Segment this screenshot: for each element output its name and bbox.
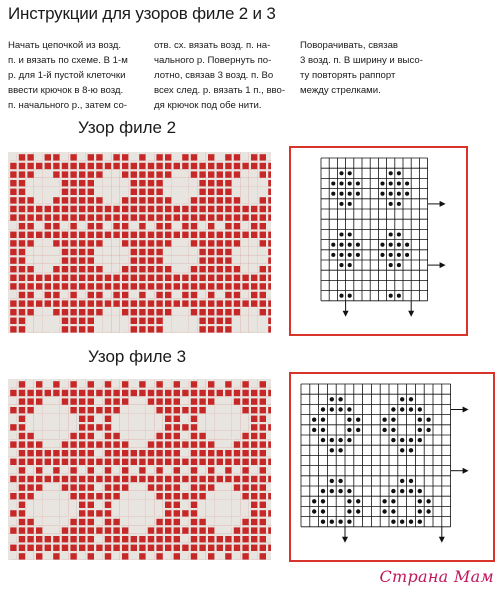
chart-grid (321, 158, 428, 301)
repeat-arrows (342, 407, 469, 543)
instruction-line: отв. сх. вязать возд. п. на- (154, 40, 271, 51)
instruction-line: лотно, связав 3 возд. п. Во (154, 70, 274, 81)
instruction-line: п. начального р., затем со- (8, 100, 127, 111)
instruction-line: ввести крючок в 8-ю возд. (8, 85, 124, 96)
page-title: Инструкции для узоров филе 2 и 3 (8, 4, 276, 23)
instruction-line: Поворачивать, связав (300, 40, 399, 51)
repeat-arrows (343, 201, 446, 317)
pattern-3-chart (289, 372, 495, 562)
instruction-line: между стрелками. (300, 85, 381, 96)
instruction-line: 3 возд. п. В ширину и высо- (300, 55, 423, 66)
instruction-line: Начать цепочкой из возд. (8, 40, 122, 51)
pattern-2-title: Узор филе 2 (78, 118, 177, 137)
pattern-2-chart (289, 146, 468, 336)
pattern-2-photo (8, 152, 271, 333)
instruction-line: р. для 1-й пустой клеточки (8, 70, 126, 81)
site-watermark: Страна Мам (379, 567, 494, 586)
instruction-line: ту повторять раппорт (300, 70, 396, 81)
pattern-3-title: Узор филе 3 (88, 347, 187, 366)
instruction-line: п. и вязать по схеме. В 1-м (8, 55, 128, 66)
chart-grid (301, 384, 451, 527)
instruction-column-2 (154, 38, 299, 113)
pattern-3-photo (8, 379, 271, 560)
instruction-column-1 (8, 38, 153, 113)
instruction-column-3 (300, 38, 450, 98)
instruction-line: чального р. Повернуть по- (154, 55, 272, 66)
instruction-line: дя крючок под обе нити. (154, 100, 262, 111)
instruction-line: всех след. р. вязать 1 п., вво- (154, 85, 286, 96)
